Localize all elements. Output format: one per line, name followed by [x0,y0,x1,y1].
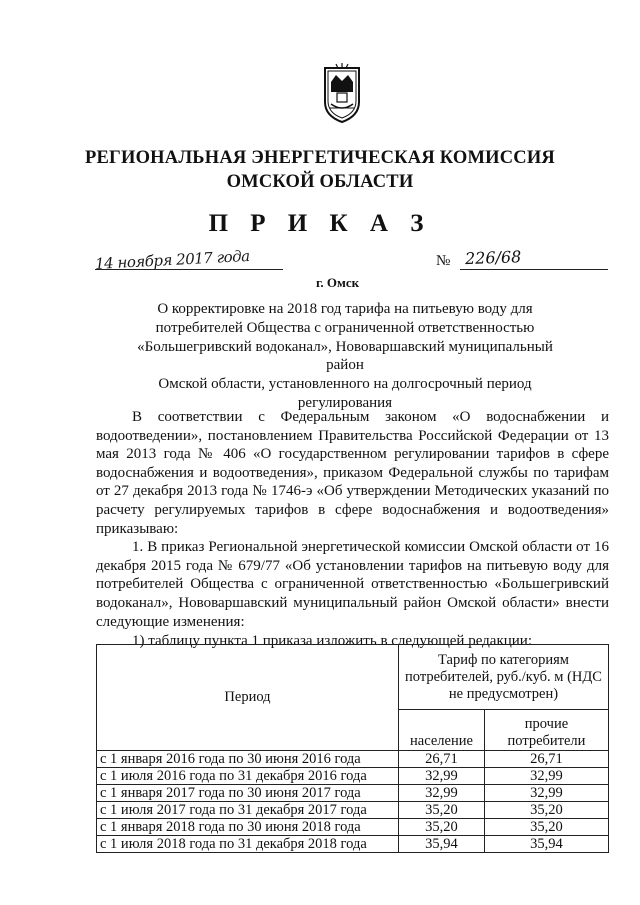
table-row [97,785,609,802]
tariff-table [96,644,609,853]
subject-line: «Большегривский водоканал», Нововаршавский муниципальный район [137,338,553,374]
table-row [97,819,609,836]
order-body [96,408,609,651]
coat-of-arms-emblem-icon [322,62,362,124]
table-row [97,768,609,785]
subject-line: потребителей Общества с ограниченной ответственностью [155,319,535,336]
order-subject [130,300,560,413]
row-period: с 1 января 2016 года по 30 июня 2016 года [97,751,399,768]
table-header-row [97,645,609,710]
row-population-value: 35,94 [399,836,485,853]
header-other-consumers: прочие потребители [484,710,608,751]
organization-name-line1: РЕГИОНАЛЬНАЯ ЭНЕРГЕТИЧЕСКАЯ КОМИССИЯ [84,148,555,168]
preamble-paragraph: В соответствии с Федеральным законом «О водоснабжении и водоотведении», постановлением Правительства Российской Федерации от 13 мая 2013 года № 406 «О государственном регулировании тарифов в сфере водоснабжения и водоотведения», приказом Федеральной службы по тарифам от 27 декабря 2013 года № 1746-э «Об утверждении Методических указаний по расчету регулируемых тарифов в сфере водоснабжения и водоотведения» приказываю: [96,409,609,537]
header-tariff: Тариф по категориям потребителей, руб./куб. м (НДС не предусмотрен) [399,645,609,710]
row-population-value: 26,71 [399,751,485,768]
handwritten-number: 226/68 [464,247,522,269]
subitem-1-paragraph: 1) таблицу пункта 1 приказа изложить в следующей редакции: [132,633,532,650]
subject-line: Омской области, установленного на долгосрочный период [158,376,532,393]
row-population-value: 35,20 [399,802,485,819]
row-period: с 1 июля 2017 года по 31 декабря 2017 года [97,802,399,819]
row-other-value: 35,20 [484,819,608,836]
row-period: с 1 июля 2018 года по 31 декабря 2018 года [97,836,399,853]
subject-line: регулирования [297,394,393,411]
row-other-value: 26,71 [484,751,608,768]
row-population-value: 32,99 [399,785,485,802]
row-other-value: 32,99 [484,768,608,785]
row-other-value: 35,20 [484,802,608,819]
city-label: г. Омск [316,275,360,290]
table-row [97,836,609,853]
row-population-value: 32,99 [399,768,485,785]
table-row [97,802,609,819]
number-sign: № [436,253,451,269]
organization-name-line2: ОМСКОЙ ОБЛАСТИ [226,172,414,192]
row-other-value: 35,94 [484,836,608,853]
item-1-paragraph: 1. В приказ Региональной энергетической комиссии Омской области от 16 декабря 2015 года № 679/77 «Об установлении тарифов на питьевую воду для потребителей Общества с ограниченной ответственностью «Большегривский водоканал», Нововаршавский муниципальный район Омской области» внести следующие изменения: [96,539,609,630]
subject-line: О корректировке на 2018 год тарифа на питьевую воду для [157,301,533,317]
handwritten-date: 14 ноября 2017 года [94,246,251,273]
date-underline [95,269,283,270]
row-period: с 1 января 2018 года по 30 июня 2018 года [97,819,399,836]
header-population: население [399,710,485,751]
document-type-title: П Р И К А З [208,210,432,237]
table-row [97,751,609,768]
row-population-value: 35,20 [399,819,485,836]
row-period: с 1 июля 2016 года по 31 декабря 2016 года [97,768,399,785]
row-other-value: 32,99 [484,785,608,802]
number-underline [460,269,608,270]
header-period: Период [97,645,399,751]
row-period: с 1 января 2017 года по 30 июня 2017 года [97,785,399,802]
